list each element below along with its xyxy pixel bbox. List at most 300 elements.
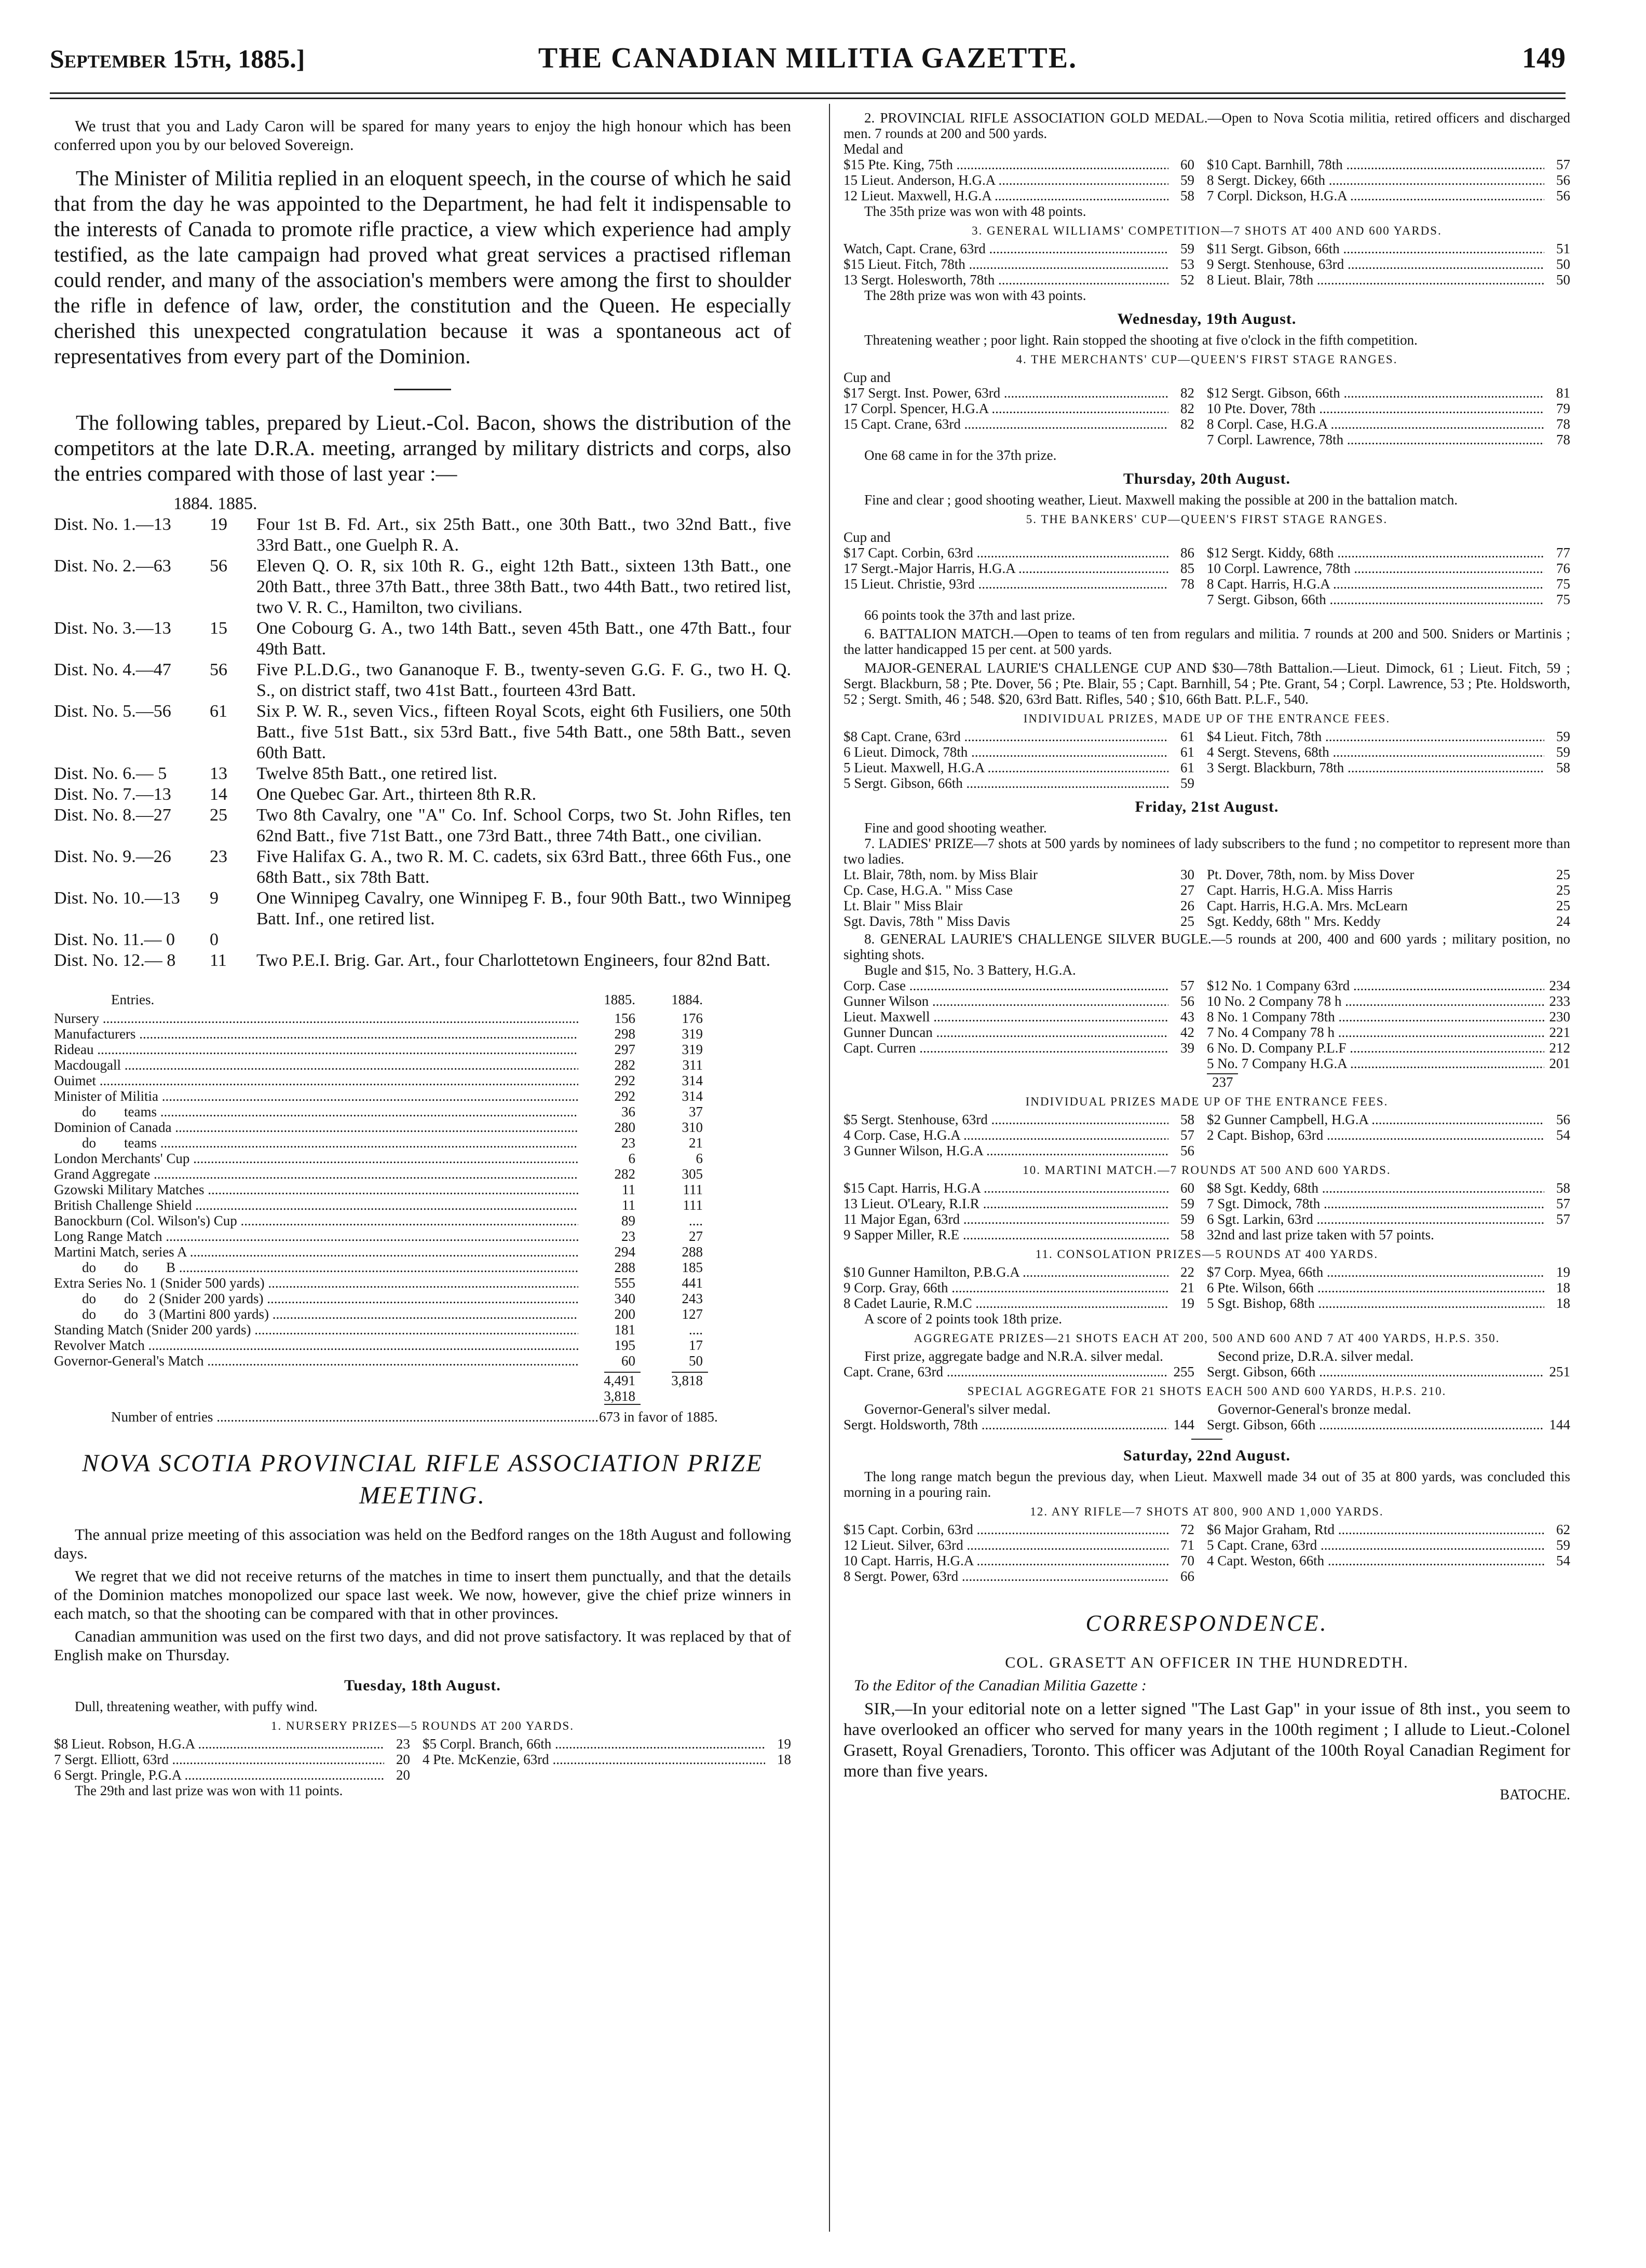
special-row-2 bbox=[844, 1417, 1570, 1432]
entries-v1: 11 bbox=[622, 1197, 635, 1213]
prize-winner: 5 Sgt. Bishop, 68th ..... bbox=[1207, 1295, 1544, 1311]
prize-row bbox=[844, 1009, 1570, 1024]
prize-score: 82 bbox=[1180, 385, 1194, 401]
entries-v2: 311 bbox=[682, 1057, 703, 1073]
prize-score: 58 bbox=[1556, 1180, 1570, 1196]
ladies-prize-results bbox=[844, 867, 1570, 929]
prize-winner: $4 Lieut. Fitch, 78th ..... bbox=[1207, 729, 1544, 744]
prize-row bbox=[844, 545, 1570, 561]
tables-intro-paragraph: The following tables, prepared by Lieut.-Col. Bacon, shows the distribution of the competitors at the late D.R.A. meeting, arranged by military districts and corps, also the entries compared with those of last year :— bbox=[54, 411, 791, 485]
aggregate-first-winner: Capt. Crane, 63rd ..... bbox=[844, 1364, 1168, 1379]
prize-winner: 13 Lieut. O'Leary, R.I.R ..... bbox=[844, 1196, 1168, 1211]
bugle-text: 8. GENERAL LAURIE'S CHALLENGE SILVER BUGLE.—5 rounds at 200, 400 and 600 yards ; military position, no sighting shots. bbox=[844, 931, 1570, 962]
ns-paragraph-3: Canadian ammunition was used on the first two days, and did not prove satisfactory. It was replaced by that of English make on Thursday. bbox=[54, 1627, 791, 1664]
martini-last-name: 9 Sapper Miller, R.E ..... bbox=[844, 1227, 1168, 1242]
prize-winner: 15 Capt. Crane, 63rd ..... bbox=[844, 416, 1168, 432]
special-silver-medal: Governor-General's silver medal. bbox=[864, 1401, 1051, 1417]
prize-winner: Pt. Dover, 78th, nom. by Miss Dover bbox=[1207, 867, 1414, 882]
gold-medal-results bbox=[844, 157, 1570, 203]
aggregate-second-prize: Second prize, D.R.A. silver medal. bbox=[1217, 1348, 1414, 1364]
any-rifle-results bbox=[844, 1522, 1570, 1584]
bankers-results bbox=[844, 545, 1570, 607]
prize-score: 59 bbox=[1556, 744, 1570, 760]
entries-row bbox=[54, 1228, 791, 1244]
special-aggregate-heading: SPECIAL AGGREGATE FOR 21 SHOTS EACH 500 AND 600 YARDS, H.P.S. 210. bbox=[967, 1385, 1447, 1398]
prize-winner: 7 Corpl. Lawrence, 78th ..... bbox=[1207, 432, 1544, 447]
prize-winner: Watch, Capt. Crane, 63rd ..... bbox=[844, 241, 1168, 256]
district-row bbox=[54, 618, 791, 660]
prize-score: 59 bbox=[1180, 775, 1194, 791]
aggregate-first-prize: First prize, aggregate badge and N.R.A. silver medal. bbox=[864, 1348, 1163, 1364]
prize-score: 27 bbox=[1180, 882, 1194, 898]
entries-v2: 314 bbox=[682, 1088, 703, 1104]
prize-score: 59 bbox=[1180, 1211, 1194, 1227]
prize-winner: $17 Capt. Corbin, 63rd ..... bbox=[844, 545, 1168, 561]
prize-winner: Gunner Duncan ..... bbox=[844, 1024, 1168, 1040]
prize-winner: 9 Sergt. Stenhouse, 63rd ..... bbox=[1207, 256, 1544, 272]
prize-score: 58 bbox=[1180, 188, 1194, 203]
entries-name: Martini Match, series A ..... bbox=[54, 1244, 578, 1260]
prize-score: 20 bbox=[396, 1752, 410, 1767]
entries-v2: 319 bbox=[682, 1042, 703, 1057]
prize-row bbox=[54, 1752, 791, 1767]
prize-score: 57 bbox=[1180, 978, 1194, 993]
prize-score: 77 bbox=[1556, 545, 1570, 561]
district-text bbox=[256, 930, 791, 950]
prize-row bbox=[844, 272, 1570, 288]
prize-score: 75 bbox=[1556, 592, 1570, 607]
entries-v1: 288 bbox=[614, 1260, 635, 1275]
prize-score: 61 bbox=[1180, 760, 1194, 775]
aggregate-first-score: 255 bbox=[1173, 1364, 1194, 1379]
prize-row bbox=[844, 416, 1570, 432]
entries-row bbox=[54, 1010, 791, 1026]
prize-row bbox=[844, 1056, 1570, 1071]
prize-row bbox=[844, 561, 1570, 576]
prize-score: 56 bbox=[1180, 1143, 1194, 1158]
wednesday-heading: Wednesday, 19th August. bbox=[1117, 310, 1297, 327]
district-label: Dist. No. 7.—13 bbox=[54, 785, 171, 804]
laurie-cup-text: MAJOR-GENERAL LAURIE'S CHALLENGE CUP AND $30—78th Battalion.—Lieut. Dimock, 61 ; Lieut. Fitch, 59 ; Sergt. Blackburn, 58 ; Pte. Dover, 56 ; Pte. Blair, 55 ; Capt. Barnhill, 54 ; Pte. Grant, 54 ; Corpl. Lawrence, 53 ; Pte. Holdsworth, 52 ; Sergt. Smith, 46 ; 548. $20, 63rd Batt. Rifles, 540 ; $10, 66th Batt. P.L.F., 540. bbox=[844, 660, 1570, 707]
entries-name: do do 2 (Snider 200 yards) ..... bbox=[54, 1291, 578, 1306]
prize-winner: 15 Lieut. Anderson, H.G.A ..... bbox=[844, 172, 1168, 188]
prize-score: 56 bbox=[1556, 188, 1570, 203]
district-label: Dist. No. 3.—13 bbox=[54, 619, 171, 638]
prize-winner: 8 Capt. Harris, H.G.A ..... bbox=[1207, 576, 1544, 592]
prize-winner: Lieut. Maxwell ..... bbox=[844, 1009, 1168, 1024]
prize-score: 56 bbox=[1180, 993, 1194, 1009]
entries-row bbox=[54, 1353, 791, 1369]
entries-name: Revolver Match ..... bbox=[54, 1337, 578, 1353]
entries-name: Dominion of Canada ..... bbox=[54, 1119, 578, 1135]
prize-winner: Cp. Case, H.G.A. " Miss Case bbox=[844, 882, 1013, 898]
entries-name: Macdougall ..... bbox=[54, 1057, 578, 1073]
prize-winner: 17 Corpl. Spencer, H.G.A ..... bbox=[844, 401, 1168, 416]
entries-v1: 282 bbox=[614, 1057, 635, 1073]
district-label: Dist. No. 1.—13 bbox=[54, 515, 171, 534]
prize-row bbox=[844, 1143, 1570, 1158]
prize-winner bbox=[1207, 1568, 1544, 1584]
entries-v2: 6 bbox=[696, 1151, 703, 1166]
prize-score: 56 bbox=[1556, 172, 1570, 188]
prize-score: 54 bbox=[1556, 1127, 1570, 1143]
prize-winner: 7 Sergt. Gibson, 66th ..... bbox=[1207, 592, 1544, 607]
prize-score: 21 bbox=[1180, 1280, 1194, 1295]
entries-name: Manufacturers ..... bbox=[54, 1026, 578, 1042]
entries-number-row bbox=[54, 1409, 791, 1425]
prize-row bbox=[844, 1211, 1570, 1227]
entries-total-row bbox=[54, 1373, 791, 1388]
prize-winner: $12 Sergt. Kiddy, 68th ..... bbox=[1207, 545, 1544, 561]
prize-winner: 10 Corpl. Lawrence, 78th ..... bbox=[1207, 561, 1544, 576]
prize-score: 18 bbox=[1556, 1280, 1570, 1295]
friday-text: Fine and good shooting weather. bbox=[864, 820, 1047, 836]
correspondence-salutation: To the Editor of the Canadian Militia Gazette : bbox=[854, 1677, 1147, 1694]
district-n: 56 bbox=[210, 660, 227, 679]
prize-score: 24 bbox=[1556, 913, 1570, 929]
prize-row bbox=[844, 1568, 1570, 1584]
prize-winner: 12 Lieut. Silver, 63rd ..... bbox=[844, 1537, 1168, 1553]
entries-name: British Challenge Shield ..... bbox=[54, 1197, 578, 1213]
entries-v2: 319 bbox=[682, 1026, 703, 1042]
entries-v1: 292 bbox=[614, 1088, 635, 1104]
consolation-heading: 11. CONSOLATION PRIZES—5 ROUNDS AT 400 YARDS. bbox=[1035, 1248, 1379, 1261]
entries-row bbox=[54, 1073, 791, 1088]
prize-winner: 2 Capt. Bishop, 63rd ..... bbox=[1207, 1127, 1544, 1143]
district-text: Two 8th Cavalry, one "A" Co. Inf. School Corps, two St. John Rifles, ten 62nd Batt., five 71st Batt., one 73rd Batt., three 74th Batt., one civilian. bbox=[256, 805, 791, 845]
prize-score: 51 bbox=[1556, 241, 1570, 256]
prize-winner: $8 Lieut. Robson, H.G.A ..... bbox=[54, 1736, 384, 1752]
prize-winner: $7 Corp. Myea, 66th ..... bbox=[1207, 1264, 1544, 1280]
entries-v1: 294 bbox=[614, 1244, 635, 1260]
correspondence-letter: SIR,—In your editorial note on a letter signed "The Last Gap" in your issue of 8th inst., you seem to have overlooked an officer who served for many years in the 100th regiment ; I allude to Lieut.-Colonel Grasett, Royal Grenadiers, Toronto. This officer was Adjutant of the 100th Royal Canadian Regiment for more than five years. bbox=[844, 1700, 1570, 1781]
prize-winner: 6 No. D. Company P.L.F ..... bbox=[1207, 1040, 1544, 1056]
entries-row bbox=[54, 1088, 791, 1104]
entries-row bbox=[54, 1260, 791, 1275]
prize-winner: $8 Capt. Crane, 63rd ..... bbox=[844, 729, 1168, 744]
prize-winner bbox=[423, 1767, 765, 1783]
consolation-results bbox=[844, 1264, 1570, 1311]
any-rifle-heading: 12. ANY RIFLE—7 SHOTS AT 800, 900 AND 1,000 YARDS. bbox=[1030, 1505, 1384, 1518]
aggregate-row-2 bbox=[844, 1364, 1570, 1379]
individual-prizes-heading-1: INDIVIDUAL PRIZES, MADE UP OF THE ENTRANCE FEES. bbox=[1023, 712, 1391, 725]
special-bronze-score: 144 bbox=[1549, 1417, 1570, 1432]
entries-v2: 176 bbox=[682, 1010, 703, 1026]
prize-winner: $12 Sergt. Gibson, 66th ..... bbox=[1207, 385, 1544, 401]
correspondence-subheading: COL. GRASETT AN OFFICER IN THE HUNDREDTH. bbox=[1005, 1654, 1409, 1671]
prize-score: 59 bbox=[1180, 1196, 1194, 1211]
prize-score: 61 bbox=[1180, 729, 1194, 744]
prize-winner: 8 Cadet Laurie, R.M.C ..... bbox=[844, 1295, 1168, 1311]
district-row bbox=[54, 784, 791, 805]
martini-heading: 10. MARTINI MATCH.—7 ROUNDS AT 500 AND 600 YARDS. bbox=[1023, 1164, 1391, 1177]
aggregate-row-1 bbox=[844, 1348, 1570, 1364]
entries-v1: 292 bbox=[614, 1073, 635, 1088]
district-text: Two P.E.I. Brig. Gar. Art., four Charlottetown Engineers, four 82nd Batt. bbox=[256, 951, 771, 970]
district-n: 61 bbox=[210, 702, 227, 721]
entries-v1: 11 bbox=[622, 1182, 635, 1197]
prize-winner: $15 Capt. Harris, H.G.A ..... bbox=[844, 1180, 1168, 1196]
williams-note: The 28th prize was won with 43 points. bbox=[864, 288, 1086, 303]
district-n: 56 bbox=[210, 556, 227, 576]
district-label: Dist. No. 6.— 5 bbox=[54, 764, 167, 783]
prize-score: 212 bbox=[1549, 1040, 1570, 1056]
prize-score: 57 bbox=[1556, 157, 1570, 172]
entries-v1: 298 bbox=[614, 1026, 635, 1042]
prize-score: 57 bbox=[1556, 1211, 1570, 1227]
entries-name: Standing Match (Snider 200 yards) ..... bbox=[54, 1322, 578, 1337]
district-row bbox=[54, 514, 791, 556]
prize-row bbox=[844, 1553, 1570, 1568]
publication-title: THE CANADIAN MILITIA GAZETTE. bbox=[538, 42, 1078, 74]
entries-name: do do B ..... bbox=[54, 1260, 578, 1275]
entries-row bbox=[54, 1135, 791, 1151]
prize-score bbox=[1544, 1143, 1570, 1158]
prize-row bbox=[844, 256, 1570, 272]
prize-score: 25 bbox=[1556, 898, 1570, 913]
special-bronze-winner: Sergt. Gibson, 66th ..... bbox=[1207, 1417, 1544, 1432]
entries-name: Minister of Militia ..... bbox=[54, 1088, 578, 1104]
prize-score: 52 bbox=[1180, 272, 1194, 288]
prize-winner: Gunner Wilson ..... bbox=[844, 993, 1168, 1009]
special-silver-winner: Sergt. Holdsworth, 78th ..... bbox=[844, 1417, 1168, 1432]
district-n: 23 bbox=[210, 847, 227, 866]
special-row-1 bbox=[844, 1401, 1570, 1417]
prize-winner: $15 Pte. King, 75th ..... bbox=[844, 157, 1168, 172]
district-row bbox=[54, 888, 791, 930]
saturday-text: The long range match begun the previous day, when Lieut. Maxwell made 34 out of 35 at 800 yards, was concluded this morning in a pouring rain. bbox=[844, 1469, 1570, 1500]
section-separator bbox=[394, 389, 451, 390]
prize-winner: $17 Sergt. Inst. Power, 63rd ..... bbox=[844, 385, 1168, 401]
prize-score: 58 bbox=[1180, 1112, 1194, 1127]
martini-last-score: 58 bbox=[1180, 1227, 1194, 1242]
prize-score: 230 bbox=[1549, 1009, 1570, 1024]
prize-winner: $12 No. 1 Company 63rd ..... bbox=[1207, 978, 1544, 993]
individual-prizes-results-2 bbox=[844, 1112, 1570, 1158]
prize-winner: 10 No. 2 Company 78 h ..... bbox=[1207, 993, 1544, 1009]
district-row bbox=[54, 556, 791, 618]
entries-header-row bbox=[54, 992, 791, 1007]
entries-total-row-2 bbox=[54, 1388, 791, 1404]
prize-score: 25 bbox=[1556, 867, 1570, 882]
entries-v2: 288 bbox=[682, 1244, 703, 1260]
prize-winner: Capt. Harris, H.G.A. Miss Harris bbox=[1207, 882, 1393, 898]
entries-difference-rule bbox=[604, 1404, 641, 1405]
prize-row bbox=[844, 1537, 1570, 1553]
prize-winner: 11 Major Egan, 63rd ..... bbox=[844, 1211, 1168, 1227]
entries-v2: 185 bbox=[682, 1260, 703, 1275]
prize-score: 26 bbox=[1180, 898, 1194, 913]
district-text: Twelve 85th Batt., one retired list. bbox=[256, 764, 498, 783]
williams-results bbox=[844, 241, 1570, 288]
prize-winner: 13 Sergt. Holesworth, 78th ..... bbox=[844, 272, 1168, 288]
page-header bbox=[50, 34, 1566, 81]
section-separator-small bbox=[1191, 1439, 1222, 1440]
entries-total-1885: 4,491 bbox=[604, 1373, 635, 1388]
prize-score: 60 bbox=[1180, 157, 1194, 172]
district-n: 11 bbox=[210, 951, 227, 970]
entries-v2: 17 bbox=[689, 1337, 703, 1353]
entries-total-1884-subtract: 3,818 bbox=[604, 1388, 635, 1404]
prize-winner: Capt. Harris, H.G.A. Mrs. McLearn bbox=[1207, 898, 1408, 913]
prize-score: 19 bbox=[1556, 1264, 1570, 1280]
prize-score: 59 bbox=[1556, 1537, 1570, 1553]
entries-number-value: 673 in favor of 1885. bbox=[599, 1409, 718, 1425]
prize-winner: $8 Sgt. Keddy, 68th ..... bbox=[1207, 1180, 1544, 1196]
prize-score: 56 bbox=[1556, 1112, 1570, 1127]
prize-score: 53 bbox=[1180, 256, 1194, 272]
entries-row bbox=[54, 1213, 791, 1228]
prize-row bbox=[844, 760, 1570, 775]
prize-winner: 8 Sergt. Dickey, 66th ..... bbox=[1207, 172, 1544, 188]
prize-score: 75 bbox=[1556, 576, 1570, 592]
prize-row bbox=[844, 188, 1570, 203]
prize-score: 81 bbox=[1556, 385, 1570, 401]
entries-header-1884: 1884. bbox=[671, 992, 703, 1007]
prize-score bbox=[1544, 775, 1570, 791]
prize-row bbox=[844, 1112, 1570, 1127]
entries-row bbox=[54, 1337, 791, 1353]
entries-v1: 200 bbox=[614, 1306, 635, 1322]
district-label: Dist. No. 12.— 8 bbox=[54, 951, 176, 970]
entries-row bbox=[54, 1244, 791, 1260]
prize-row bbox=[844, 592, 1570, 607]
individual-prizes-results-1 bbox=[844, 729, 1570, 791]
district-table bbox=[54, 514, 791, 971]
prize-winner: 8 Lieut. Blair, 78th ..... bbox=[1207, 272, 1544, 288]
prize-score bbox=[1168, 432, 1194, 447]
prize-score: 42 bbox=[1180, 1024, 1194, 1040]
page-number: 149 bbox=[1522, 42, 1566, 74]
entries-total-1884: 3,818 bbox=[671, 1373, 703, 1388]
bugle-sub: Bugle and $15, No. 3 Battery, H.G.A. bbox=[864, 962, 1076, 978]
header-rule bbox=[50, 92, 1566, 94]
entries-v2: 37 bbox=[689, 1104, 703, 1119]
entries-v1: 6 bbox=[628, 1151, 635, 1166]
tuesday-weather: Dull, threatening weather, with puffy wind. bbox=[75, 1699, 318, 1714]
entries-v1: 181 bbox=[614, 1322, 635, 1337]
prize-score: 30 bbox=[1180, 867, 1194, 882]
entries-name: Governor-General's Match ..... bbox=[54, 1353, 578, 1369]
entries-v1: 23 bbox=[621, 1135, 635, 1151]
entries-name: Nursery ..... bbox=[54, 1010, 578, 1026]
entries-v1: 36 bbox=[621, 1104, 635, 1119]
district-label: Dist. No. 9.—26 bbox=[54, 847, 171, 866]
prize-score: 19 bbox=[1180, 1295, 1194, 1311]
prize-row bbox=[844, 729, 1570, 744]
prize-winner: 10 Capt. Harris, H.G.A ..... bbox=[844, 1553, 1168, 1568]
district-text: Eleven Q. O. R, six 10th R. G., eight 12th Batt., sixteen 13th Batt., one 20th Batt., three 37th Batt., three 38th Batt., two 44th Batt., two retired list, two V. R. C., Hamilton, two civilians. bbox=[256, 556, 791, 617]
entries-header-label: Entries. bbox=[111, 992, 155, 1007]
prize-winner: 5 Capt. Crane, 63rd ..... bbox=[1207, 1537, 1544, 1553]
saturday-heading: Saturday, 22nd August. bbox=[1123, 1447, 1291, 1464]
prize-row bbox=[844, 1127, 1570, 1143]
entries-name: do teams ..... bbox=[54, 1104, 578, 1119]
prize-score: 86 bbox=[1180, 545, 1194, 561]
prize-winner: 3 Sergt. Blackburn, 78th ..... bbox=[1207, 760, 1544, 775]
prize-row bbox=[844, 401, 1570, 416]
ladies-prize-text: 7. LADIES' PRIZE—7 shots at 500 yards by nominees of lady subscribers to the fund ; no competitor to represent more than two ladies. bbox=[844, 836, 1570, 867]
prize-score: 59 bbox=[1556, 729, 1570, 744]
nursery-results bbox=[54, 1736, 791, 1783]
martini-results bbox=[844, 1180, 1570, 1227]
prize-row bbox=[844, 157, 1570, 172]
entries-row bbox=[54, 1197, 791, 1213]
prize-row bbox=[844, 913, 1570, 929]
district-text: Five Halifax G. A., two R. M. C. cadets, six 63rd Batt., three 66th Fus., one 68th Batt., six 78th Batt. bbox=[256, 847, 791, 887]
prize-row bbox=[54, 1736, 791, 1752]
prize-winner: 8 Sergt. Power, 63rd ..... bbox=[844, 1568, 1168, 1584]
entries-number-label: Number of entries ..... bbox=[54, 1409, 599, 1425]
prize-score bbox=[1168, 592, 1194, 607]
entries-v2: 441 bbox=[682, 1275, 703, 1291]
prize-score: 43 bbox=[1180, 1009, 1194, 1024]
correspondence-signature: BATOCHE. bbox=[1500, 1787, 1570, 1803]
prize-winner: 4 Capt. Weston, 66th ..... bbox=[1207, 1553, 1544, 1568]
entries-v2: 21 bbox=[689, 1135, 703, 1151]
entries-v2: 111 bbox=[683, 1197, 703, 1213]
prize-score: 62 bbox=[1556, 1522, 1570, 1537]
nursery-note: The 29th and last prize was won with 11 points. bbox=[75, 1783, 343, 1798]
entries-v1: 195 bbox=[614, 1337, 635, 1353]
prize-row bbox=[844, 1024, 1570, 1040]
prize-score: 221 bbox=[1549, 1024, 1570, 1040]
merchants-results bbox=[844, 385, 1570, 447]
entries-v2: 27 bbox=[689, 1228, 703, 1244]
entries-name: Banockburn (Col. Wilson's) Cup ..... bbox=[54, 1213, 578, 1228]
entries-row bbox=[54, 1322, 791, 1337]
prize-score: 78 bbox=[1180, 576, 1194, 592]
prize-winner: $5 Corpl. Branch, 66th ..... bbox=[423, 1736, 765, 1752]
prize-score: 19 bbox=[777, 1736, 791, 1752]
bankers-heading: 5. THE BANKERS' CUP—QUEEN'S FIRST STAGE RANGES. bbox=[1026, 513, 1388, 526]
entries-v1: 89 bbox=[621, 1213, 635, 1228]
ns-paragraph-2: We regret that we did not receive returns of the matches in time to insert them punctually, and that the details of the Dominion matches monopolized our space last week. We now, however, give the chief prize winners in each match, so that the shooting can be compared with that in other provinces. bbox=[54, 1567, 791, 1622]
entries-row bbox=[54, 1291, 791, 1306]
prize-score bbox=[765, 1767, 791, 1783]
district-text: Six P. W. R., seven Vics., fifteen Royal Scots, eight 6th Fusiliers, one 50th Batt., five 51st Batt., six 53rd Batt., five 54th Batt., one 58th Batt., seven 60th Batt. bbox=[256, 702, 791, 762]
prize-score: 78 bbox=[1556, 432, 1570, 447]
prize-winner: $5 Sergt. Stenhouse, 63rd ..... bbox=[844, 1112, 1168, 1127]
district-text: One Quebec Gar. Art., thirteen 8th R.R. bbox=[256, 785, 537, 804]
prize-row bbox=[844, 241, 1570, 256]
prize-winner bbox=[1207, 775, 1544, 791]
right-column bbox=[844, 110, 1570, 1804]
prize-winner: 5 No. 7 Company H.G.A ..... bbox=[1207, 1056, 1544, 1071]
prize-score: 79 bbox=[1556, 401, 1570, 416]
prize-winner: $2 Gunner Campbell, H.G.A ..... bbox=[1207, 1112, 1544, 1127]
prize-winner: 4 Sergt. Stevens, 68th ..... bbox=[1207, 744, 1544, 760]
entries-v1: 282 bbox=[614, 1166, 635, 1182]
district-row bbox=[54, 930, 791, 950]
prize-row bbox=[844, 744, 1570, 760]
entries-row bbox=[54, 1119, 791, 1135]
district-text: One Winnipeg Cavalry, one Winnipeg F. B., four 90th Batt., two Winnipeg Batt. Inf., one retired list. bbox=[256, 889, 791, 928]
district-n: 14 bbox=[210, 785, 227, 804]
prize-row bbox=[844, 1040, 1570, 1056]
entries-rows bbox=[54, 1010, 791, 1369]
prize-score: 20 bbox=[396, 1767, 410, 1783]
prize-winner: 9 Corp. Gray, 66th ..... bbox=[844, 1280, 1168, 1295]
district-text: Five P.L.D.G., two Gananoque F. B., twenty-seven G.G. F. G., two H. Q. S., on district staff, two 41st Batt., fourteen 43rd Batt. bbox=[256, 660, 791, 700]
prize-row bbox=[844, 432, 1570, 447]
prize-winner: 7 Sergt. Elliott, 63rd ..... bbox=[54, 1752, 384, 1767]
prize-score: 66 bbox=[1180, 1568, 1194, 1584]
entries-v2: .... bbox=[689, 1213, 703, 1228]
prize-winner: 8 No. 1 Company 78th ..... bbox=[1207, 1009, 1544, 1024]
prize-score: 18 bbox=[1556, 1295, 1570, 1311]
district-row bbox=[54, 950, 791, 971]
